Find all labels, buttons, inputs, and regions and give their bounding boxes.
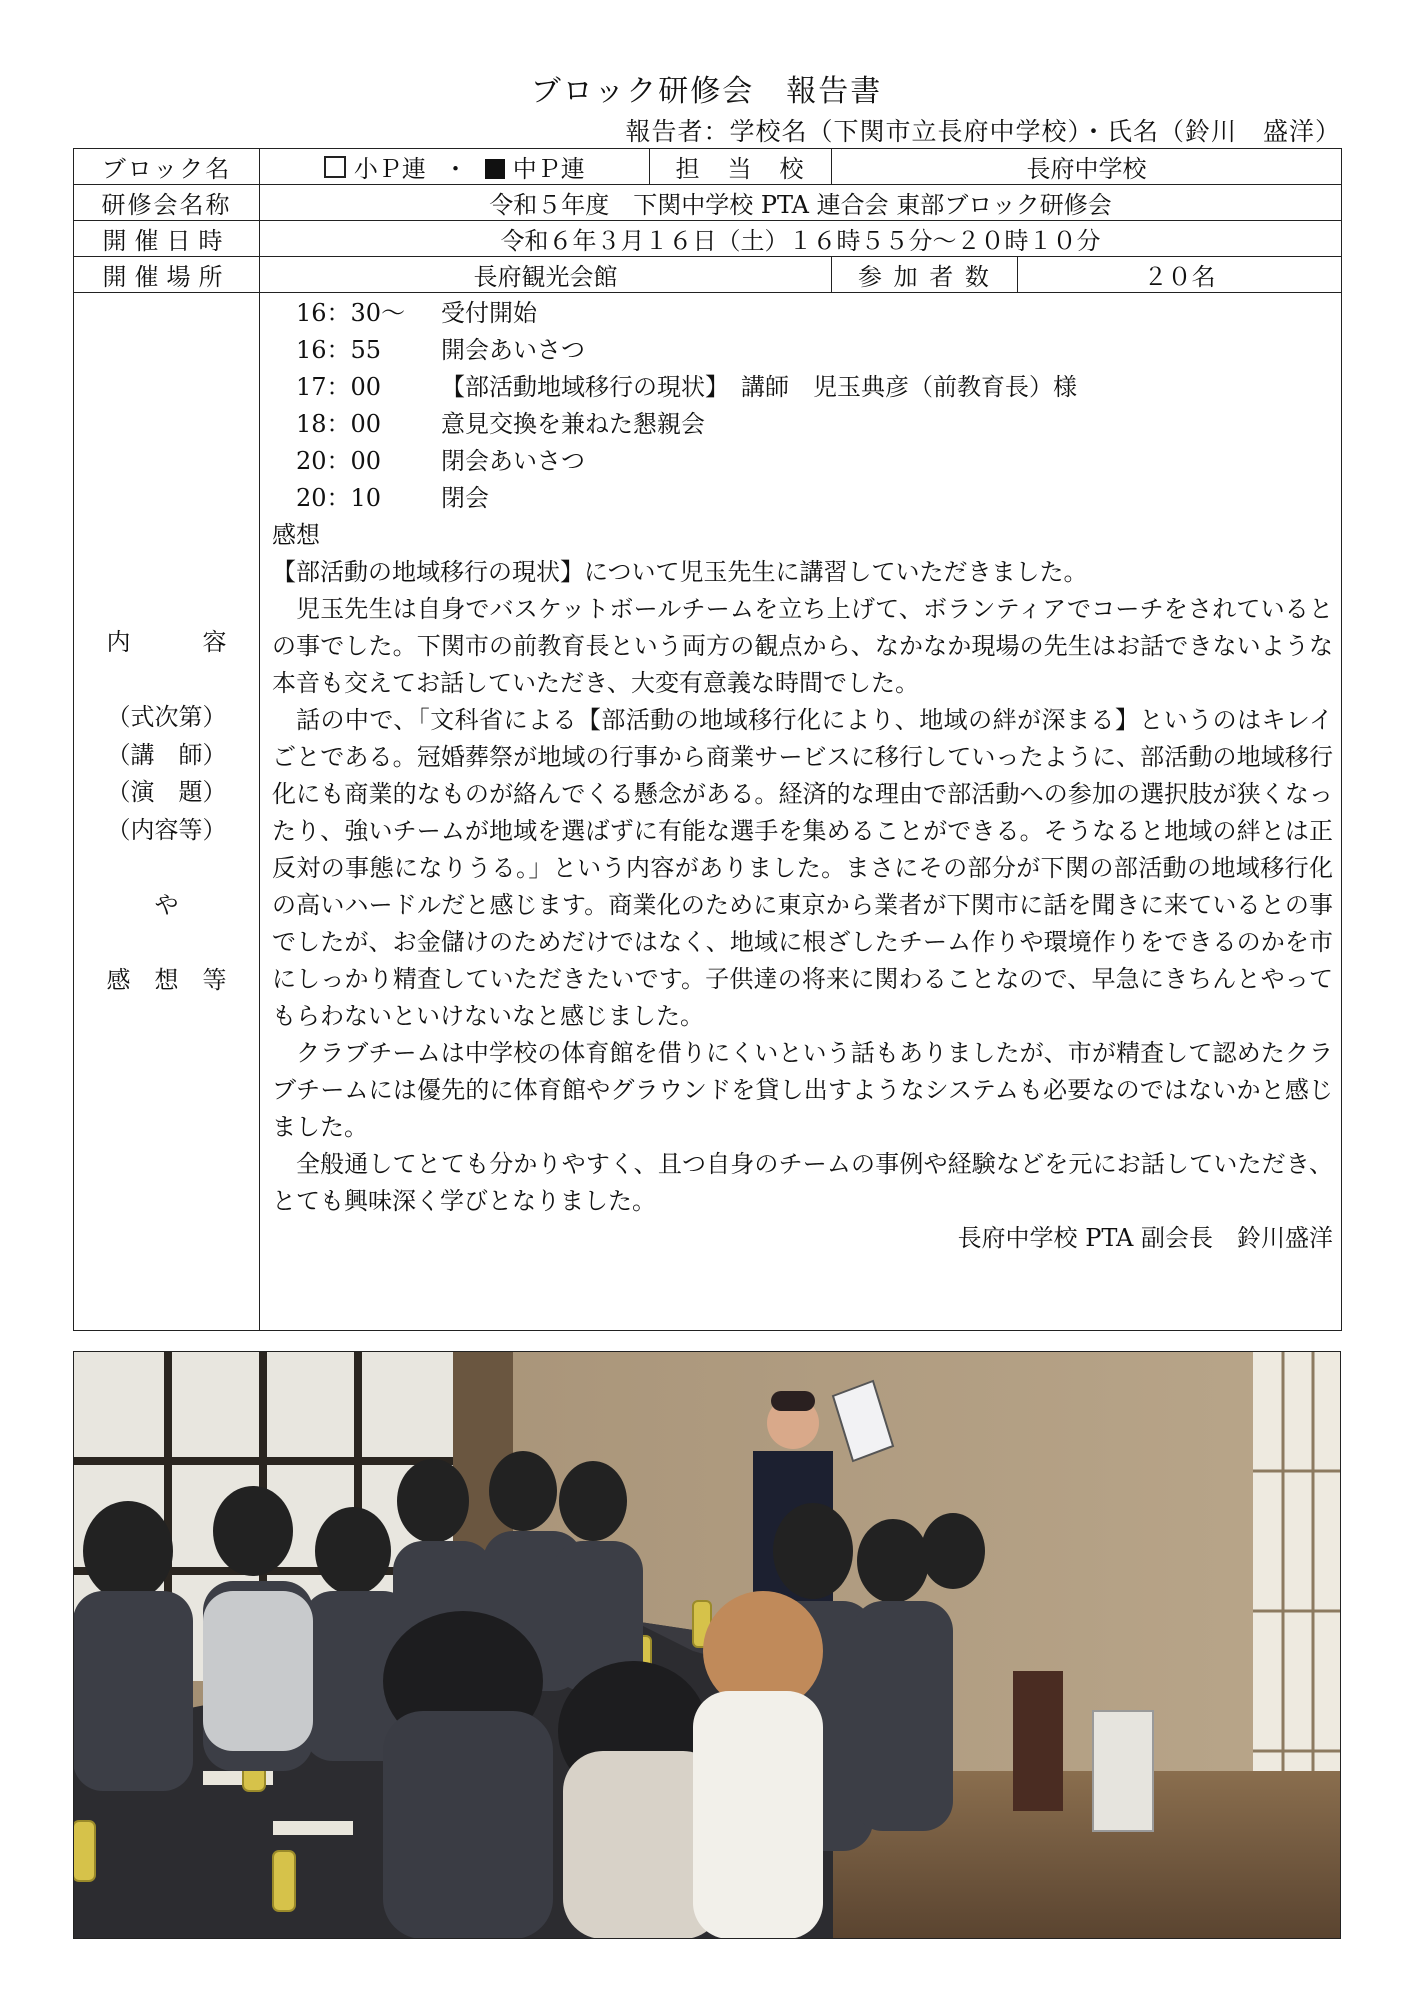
place-label: 開催場所: [74, 257, 260, 293]
checkbox-filled-icon: [485, 159, 505, 179]
event-photo: [73, 1351, 1341, 1939]
contents-label-line: （演 題）: [106, 778, 227, 806]
block-separator: ・: [443, 155, 468, 183]
contents-label-line: 感 想 等: [106, 965, 227, 994]
date-value: 令和６年３月１６日（土）１６時５５分～２０時１０分: [260, 221, 1342, 257]
report-table: [73, 148, 1342, 1331]
row-kenshu: [74, 185, 1342, 221]
contents-label: [74, 293, 260, 1331]
row-contents: [74, 293, 1342, 1331]
event-photo-illustration: [73, 1351, 1341, 1939]
schedule-item: 18：00 意見交換を兼ねた懇親会: [296, 410, 705, 438]
impressions: [272, 517, 1333, 1220]
schedule-item: 20：10 閉会: [296, 484, 489, 512]
contents-label-line: 内 容: [106, 628, 227, 656]
contents-label-line: （内容等）: [106, 815, 227, 844]
block-label: ブロック名: [74, 149, 260, 185]
place-value: 長府観光会館: [260, 257, 832, 293]
impressions-paragraph: 話の中で、「文科省による【部活動の地域移行化により、地域の絆が深まる】というのはキレイごとである。冠婚葬祭が地域の行事から商業サービスに移行していったように、部活動の地域移行化にも商業的なものが絡んでくる懸念がある。経済的な理由で部活動への参加の選択肢が狭くなったり、強いチームが地域を選ばずに有能な選手を集めることができる。そうなると地域の絆とは正反対の事態になりうる。」という内容がありました。まさにその部分が下関の部活動の地域移行化の高いハードルだと感じます。商業化のために東京から業者が下関市に話を聞きに来ているとの事でしたが、お金儲けのためだけではなく、地域に根ざしたチーム作りや環境作りをできるのかを市にしっかり精査していただきたいです。子供達の将来に関わることなので、早急にきちんとやってもらわないといけないなと感じました。: [272, 706, 1333, 1030]
contents-label-line: （講 師）: [106, 740, 227, 769]
tantou-label: 担 当 校: [650, 149, 832, 185]
block-options: [260, 149, 650, 185]
reporter-line: 報告者：学校名（下関市立長府中学校）・氏名（鈴川 盛洋）: [625, 117, 1341, 146]
row-block: [74, 149, 1342, 185]
contents-body: [260, 293, 1342, 1331]
block-option-sho: 小Ｐ連: [353, 155, 426, 183]
date-label: 開催日時: [74, 221, 260, 257]
impressions-paragraph: 全般通してとても分かりやすく、且つ自身のチームの事例や経験などを元にお話していただき、とても興味深く学びとなりました。: [272, 1150, 1333, 1215]
schedule-item: 17：00 【部活動地域移行の現状】 講師 児玉典彦（前教育長）様: [296, 373, 1077, 401]
document-title: ブロック研修会 報告書: [530, 74, 883, 109]
impressions-paragraph: クラブチームは中学校の体育館を借りにくいという話もありましたが、市が精査して認めたクラブチームには優先的に体育館やグラウンドを貸し出すようなシステムも必要なのではないかと感じました。: [272, 1039, 1333, 1141]
block-option-chu: 中Ｐ連: [512, 155, 585, 183]
impressions-paragraph: 【部活動の地域移行の現状】について児玉先生に講習していただきました。: [272, 558, 1088, 586]
schedule-item: 20：00 閉会あいさつ: [296, 447, 585, 475]
checkbox-empty-icon: [324, 156, 346, 178]
kenshu-label: 研修会名称: [74, 185, 260, 221]
count-label: 参 加 者 数: [832, 257, 1018, 293]
signature: 長府中学校 PTA 副会長 鈴川盛洋: [957, 1224, 1333, 1252]
impressions-heading: 感想: [272, 521, 320, 549]
impressions-paragraph: 児玉先生は自身でバスケットボールチームを立ち上げて、ボランティアでコーチをされているとの事でした。下関市の前教育長という両方の観点から、なかなか現場の先生はお話できないような本音も交えてお話していただき、大変有意義な時間でした。: [272, 595, 1333, 697]
kenshu-value: 令和５年度 下関中学校 PTA 連合会 東部ブロック研修会: [260, 185, 1342, 221]
contents-label-line: （式次第）: [106, 703, 227, 731]
tantou-value: 長府中学校: [832, 149, 1342, 185]
row-date: [74, 221, 1342, 257]
row-place: [74, 257, 1342, 293]
schedule-item: 16：55 開会あいさつ: [296, 336, 585, 364]
schedule-list: [272, 295, 1333, 517]
schedule-item: 16：30～ 受付開始: [296, 299, 537, 327]
count-value: ２０名: [1018, 257, 1342, 293]
contents-label-line: や: [154, 890, 179, 919]
